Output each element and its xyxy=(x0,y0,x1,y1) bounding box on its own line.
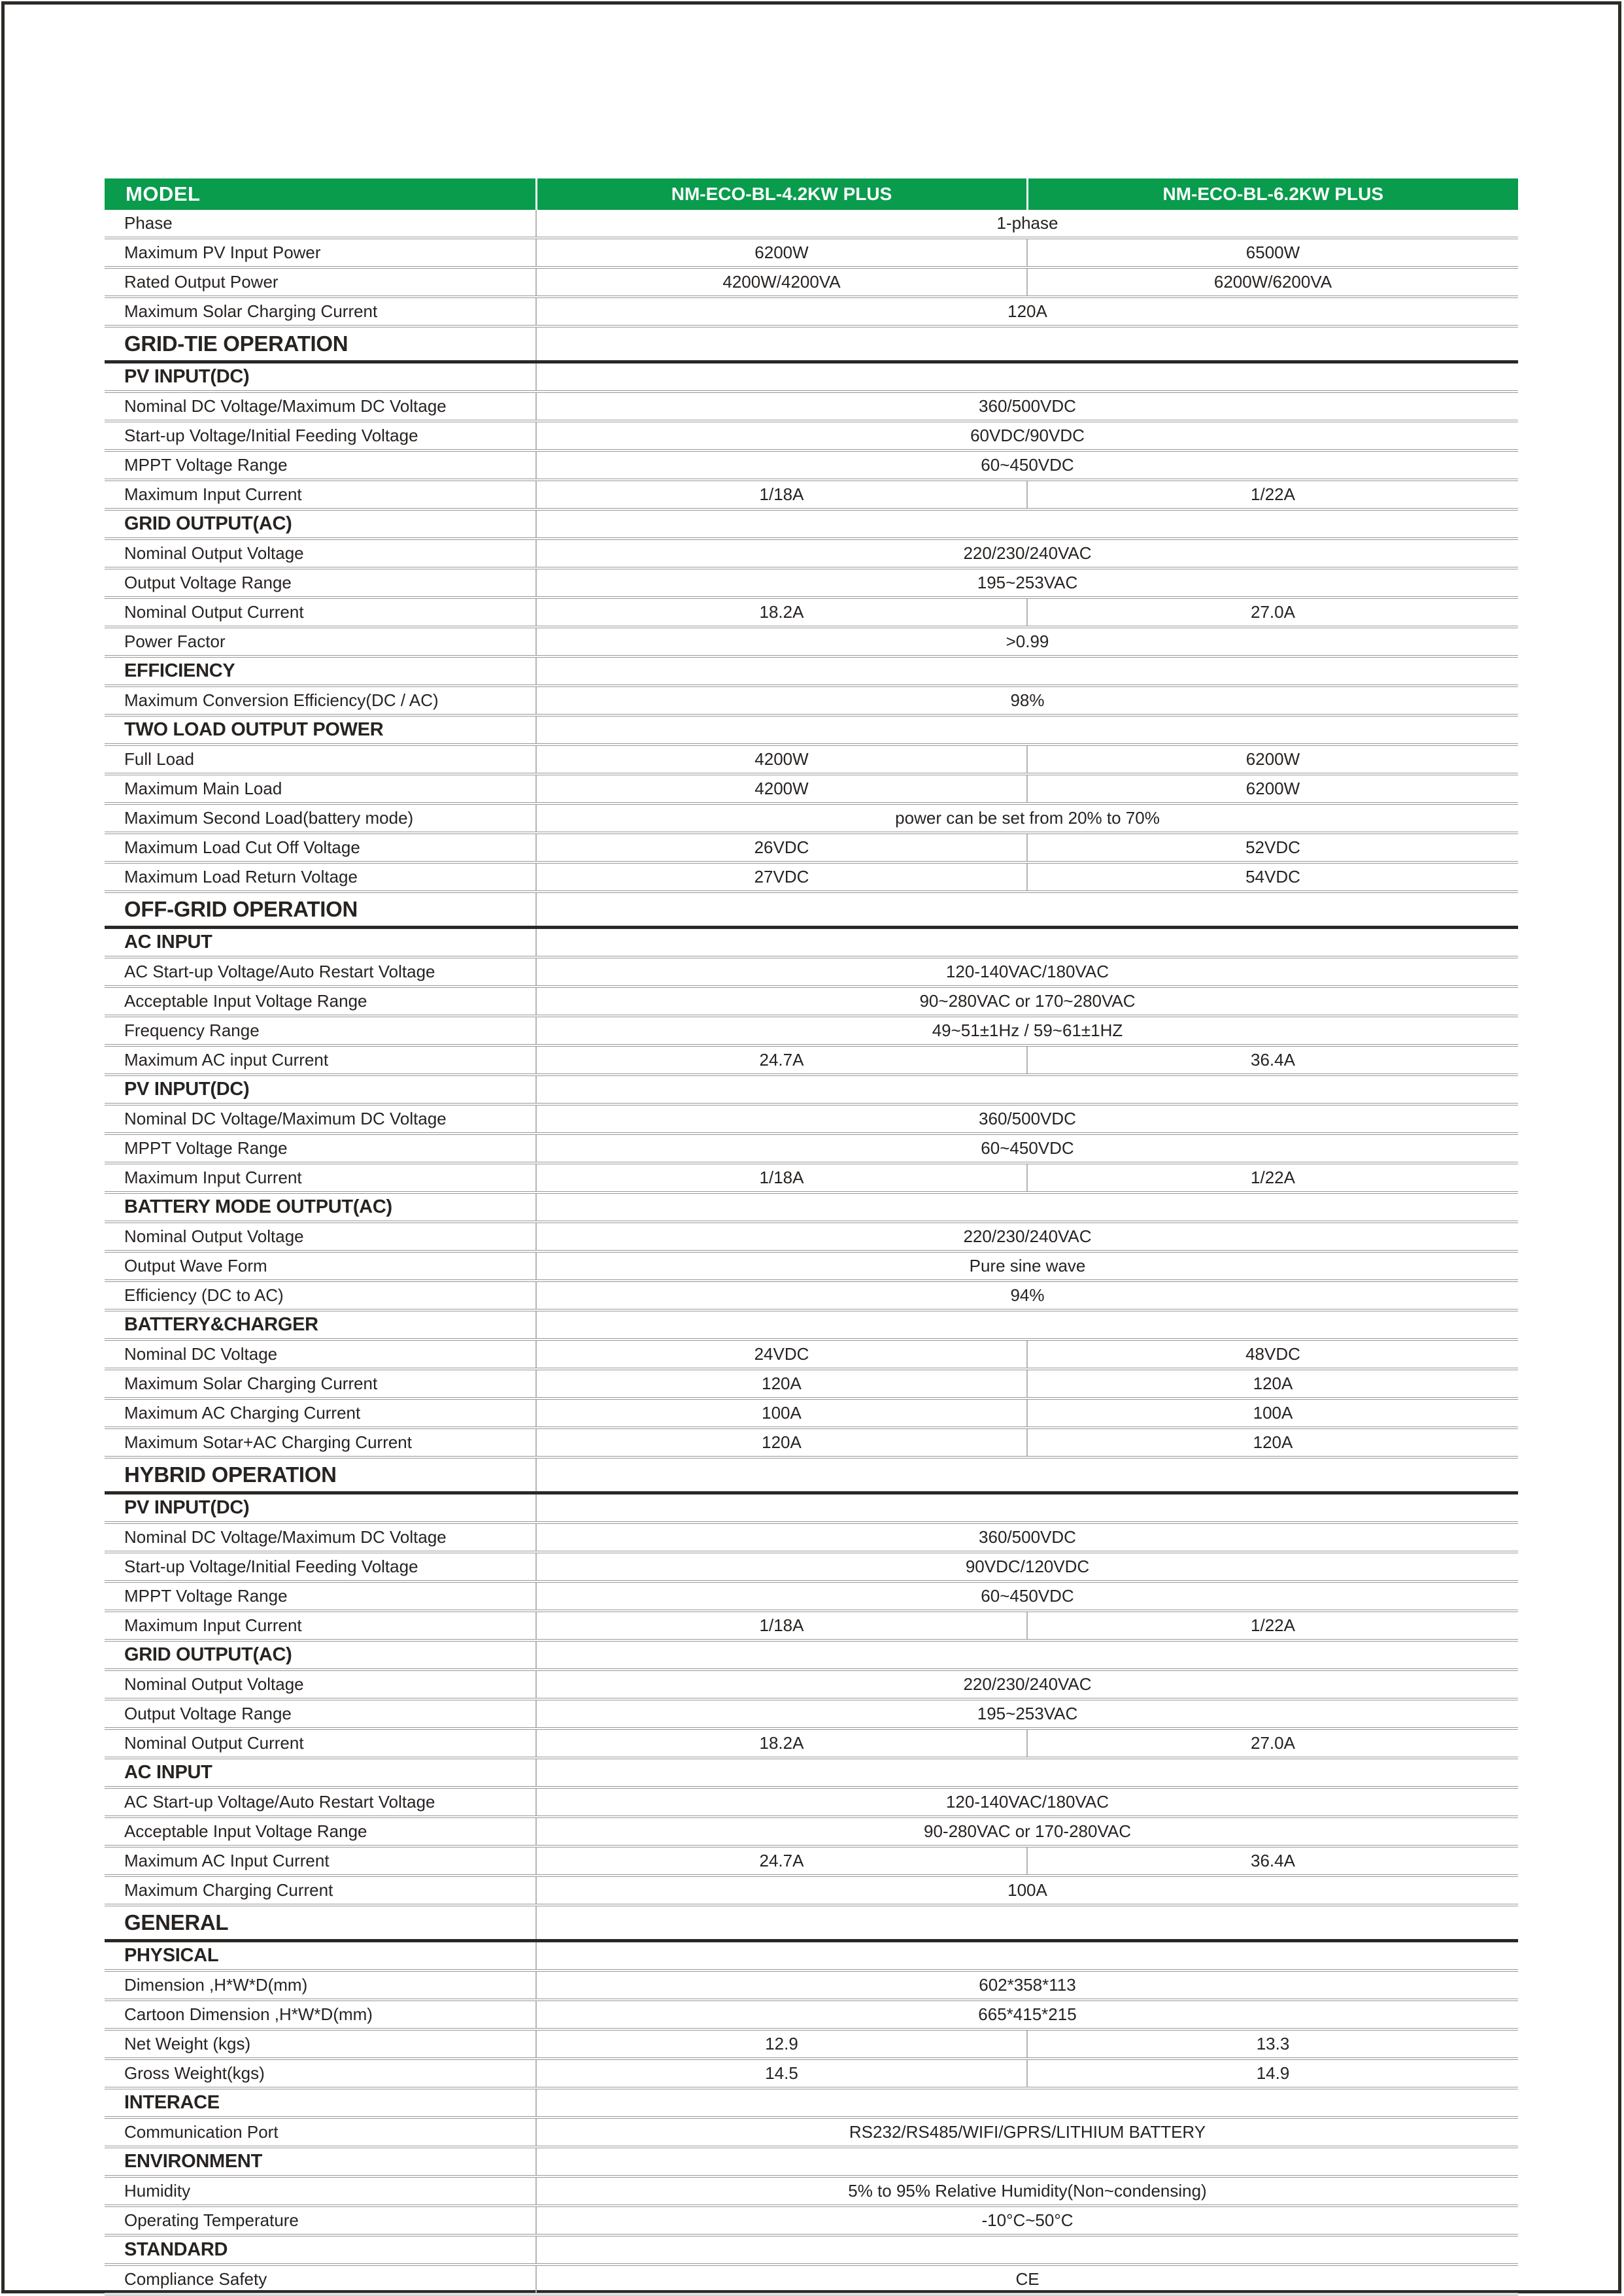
value-col2: 6500W xyxy=(1027,238,1518,267)
value-span: 90~280VAC or 170~280VAC xyxy=(536,987,1518,1016)
section-row xyxy=(105,326,1518,362)
value-col2: 1/22A xyxy=(1027,1163,1518,1192)
row-label: Nominal Output Current xyxy=(105,1729,536,1758)
row-label: Maximum Solar Charging Current xyxy=(105,297,536,326)
empty-cell xyxy=(536,1493,1518,1523)
value-col1: 1/18A xyxy=(536,1611,1027,1640)
value-col2: 48VDC xyxy=(1027,1340,1518,1369)
table-row xyxy=(105,297,1518,326)
value-col1: 120A xyxy=(536,1428,1027,1457)
value-span: 360/500VDC xyxy=(536,1104,1518,1134)
row-label: Cartoon Dimension ,H*W*D(mm) xyxy=(105,2000,536,2029)
table-row xyxy=(105,1581,1518,1611)
subsection-title: GRID OUTPUT(AC) xyxy=(105,509,536,539)
empty-cell xyxy=(536,1192,1518,1222)
row-label: Nominal DC Voltage/Maximum DC Voltage xyxy=(105,392,536,421)
table-row xyxy=(105,1817,1518,1846)
empty-cell xyxy=(536,509,1518,539)
subsection-title: INTERACE xyxy=(105,2088,536,2118)
subsection-title: PHYSICAL xyxy=(105,1941,536,1971)
value-span: 220/230/240VAC xyxy=(536,539,1518,568)
section-row xyxy=(105,892,1518,928)
value-col1: 100A xyxy=(536,1398,1027,1428)
value-col1: 24VDC xyxy=(536,1340,1027,1369)
value-span: power can be set from 20% to 70% xyxy=(536,803,1518,833)
value-col1: 1/18A xyxy=(536,1163,1027,1192)
subsection-row xyxy=(105,1640,1518,1670)
value-col2: 6200W xyxy=(1027,774,1518,803)
table-row xyxy=(105,1428,1518,1457)
subsection-row xyxy=(105,1493,1518,1523)
empty-cell xyxy=(536,1758,1518,1787)
spec-table-body xyxy=(105,210,1518,2294)
value-col2: 36.4A xyxy=(1027,1045,1518,1075)
value-span: 49~51±1Hz / 59~61±1HZ xyxy=(536,1016,1518,1045)
table-row xyxy=(105,627,1518,656)
section-title: HYBRID OPERATION xyxy=(105,1457,536,1493)
subsection-title: AC INPUT xyxy=(105,928,536,958)
value-col2: 120A xyxy=(1027,1369,1518,1398)
row-label: Start-up Voltage/Initial Feeding Voltage xyxy=(105,1552,536,1581)
value-col1: 24.7A xyxy=(536,1846,1027,1876)
table-row xyxy=(105,210,1518,238)
row-label: Nominal DC Voltage/Maximum DC Voltage xyxy=(105,1104,536,1134)
table-row xyxy=(105,1045,1518,1075)
row-label: Frequency Range xyxy=(105,1016,536,1045)
empty-cell xyxy=(536,1905,1518,1941)
value-col1: 120A xyxy=(536,1369,1027,1398)
table-row xyxy=(105,1369,1518,1398)
table-row xyxy=(105,1523,1518,1552)
table-row xyxy=(105,421,1518,450)
row-label: Maximum Input Current xyxy=(105,480,536,509)
value-span: 220/230/240VAC xyxy=(536,1670,1518,1699)
empty-cell xyxy=(536,715,1518,745)
table-row xyxy=(105,1611,1518,1640)
value-span: 195~253VAC xyxy=(536,568,1518,598)
value-span: 90-280VAC or 170-280VAC xyxy=(536,1817,1518,1846)
empty-cell xyxy=(536,2147,1518,2176)
value-span: 100A xyxy=(536,1876,1518,1905)
value-col2: 27.0A xyxy=(1027,1729,1518,1758)
row-label: Maximum Solar Charging Current xyxy=(105,1369,536,1398)
empty-cell xyxy=(536,1075,1518,1104)
subsection-row xyxy=(105,1941,1518,1971)
row-label: Maximum Load Return Voltage xyxy=(105,862,536,892)
subsection-title: BATTERY MODE OUTPUT(AC) xyxy=(105,1192,536,1222)
value-span: 60VDC/90VDC xyxy=(536,421,1518,450)
row-label: MPPT Voltage Range xyxy=(105,1581,536,1611)
section-title: GRID-TIE OPERATION xyxy=(105,326,536,362)
value-span: 94% xyxy=(536,1281,1518,1310)
row-label: AC Start-up Voltage/Auto Restart Voltage xyxy=(105,957,536,987)
value-col2: 120A xyxy=(1027,1428,1518,1457)
subsection-title: PV INPUT(DC) xyxy=(105,1075,536,1104)
subsection-row xyxy=(105,1758,1518,1787)
subsection-row xyxy=(105,509,1518,539)
row-label: Maximum Charging Current xyxy=(105,1876,536,1905)
table-row xyxy=(105,392,1518,421)
row-label: Maximum AC Input Current xyxy=(105,1846,536,1876)
table-row xyxy=(105,539,1518,568)
row-label: Maximum Second Load(battery mode) xyxy=(105,803,536,833)
table-row xyxy=(105,1729,1518,1758)
row-label: Output Voltage Range xyxy=(105,1699,536,1729)
value-col2: 27.0A xyxy=(1027,598,1518,627)
row-label: Maximum Sotar+AC Charging Current xyxy=(105,1428,536,1457)
subsection-title: AC INPUT xyxy=(105,1758,536,1787)
subsection-title: TWO LOAD OUTPUT POWER xyxy=(105,715,536,745)
subsection-row xyxy=(105,1310,1518,1340)
subsection-row xyxy=(105,2235,1518,2265)
row-label: Maximum Input Current xyxy=(105,1163,536,1192)
value-span: RS232/RS485/WIFI/GPRS/LITHIUM BATTERY xyxy=(536,2118,1518,2147)
row-label: Phase xyxy=(105,210,536,238)
value-span: 665*415*215 xyxy=(536,2000,1518,2029)
table-row xyxy=(105,1340,1518,1369)
value-col2: 6200W/6200VA xyxy=(1027,267,1518,297)
table-row xyxy=(105,598,1518,627)
empty-cell xyxy=(536,1640,1518,1670)
value-span: 60~450VDC xyxy=(536,450,1518,480)
subsection-title: STANDARD xyxy=(105,2235,536,2265)
table-row xyxy=(105,450,1518,480)
value-span: Pure sine wave xyxy=(536,1251,1518,1281)
value-col1: 4200W xyxy=(536,774,1027,803)
row-label: Nominal Output Voltage xyxy=(105,1222,536,1251)
subsection-row xyxy=(105,362,1518,392)
value-span: -10°C~50°C xyxy=(536,2206,1518,2235)
value-span: 602*358*113 xyxy=(536,1970,1518,2000)
table-row xyxy=(105,2059,1518,2088)
table-row xyxy=(105,2118,1518,2147)
row-label: Maximum Load Cut Off Voltage xyxy=(105,833,536,862)
value-span: 360/500VDC xyxy=(536,392,1518,421)
subsection-row xyxy=(105,656,1518,686)
row-label: Maximum AC Charging Current xyxy=(105,1398,536,1428)
value-col1: 12.9 xyxy=(536,2029,1027,2059)
subsection-row xyxy=(105,1192,1518,1222)
empty-cell xyxy=(536,1310,1518,1340)
value-col2: 36.4A xyxy=(1027,1846,1518,1876)
value-col1: 26VDC xyxy=(536,833,1027,862)
model-column-header: MODEL xyxy=(105,178,536,210)
table-row xyxy=(105,833,1518,862)
table-row xyxy=(105,1552,1518,1581)
row-label: Communication Port xyxy=(105,2118,536,2147)
empty-cell xyxy=(536,2088,1518,2118)
table-row xyxy=(105,267,1518,297)
value-span: 120-140VAC/180VAC xyxy=(536,957,1518,987)
value-span: 98% xyxy=(536,686,1518,715)
value-col1: 6200W xyxy=(536,238,1027,267)
row-label: Operating Temperature xyxy=(105,2206,536,2235)
table-row xyxy=(105,1134,1518,1163)
section-row xyxy=(105,1905,1518,1941)
table-row xyxy=(105,1251,1518,1281)
value-col1: 27VDC xyxy=(536,862,1027,892)
table-row xyxy=(105,2265,1518,2294)
value-col1: 18.2A xyxy=(536,1729,1027,1758)
table-row xyxy=(105,1222,1518,1251)
value-col1: 18.2A xyxy=(536,598,1027,627)
table-row xyxy=(105,2206,1518,2235)
section-title: OFF-GRID OPERATION xyxy=(105,892,536,928)
value-span: 1-phase xyxy=(536,210,1518,238)
row-label: Nominal DC Voltage xyxy=(105,1340,536,1369)
subsection-row xyxy=(105,2147,1518,2176)
model-name-col1: NM-ECO-BL-4.2KW PLUS xyxy=(536,178,1027,210)
empty-cell xyxy=(536,928,1518,958)
subsection-title: PV INPUT(DC) xyxy=(105,362,536,392)
subsection-title: EFFICIENCY xyxy=(105,656,536,686)
table-row xyxy=(105,1398,1518,1428)
empty-cell xyxy=(536,2235,1518,2265)
table-row xyxy=(105,480,1518,509)
value-col2: 13.3 xyxy=(1027,2029,1518,2059)
empty-cell xyxy=(536,656,1518,686)
table-row xyxy=(105,568,1518,598)
table-row xyxy=(105,2176,1518,2206)
subsection-row xyxy=(105,715,1518,745)
table-row xyxy=(105,1699,1518,1729)
value-span: 90VDC/120VDC xyxy=(536,1552,1518,1581)
value-span: 195~253VAC xyxy=(536,1699,1518,1729)
value-col2: 1/22A xyxy=(1027,480,1518,509)
value-col1: 14.5 xyxy=(536,2059,1027,2088)
row-label: Output Voltage Range xyxy=(105,568,536,598)
row-label: Nominal DC Voltage/Maximum DC Voltage xyxy=(105,1523,536,1552)
table-row xyxy=(105,238,1518,267)
subsection-title: GRID OUTPUT(AC) xyxy=(105,1640,536,1670)
row-label: Output Wave Form xyxy=(105,1251,536,1281)
row-label: Maximum Input Current xyxy=(105,1611,536,1640)
value-col2: 100A xyxy=(1027,1398,1518,1428)
row-label: Dimension ,H*W*D(mm) xyxy=(105,1970,536,2000)
value-col2: 52VDC xyxy=(1027,833,1518,862)
table-row xyxy=(105,957,1518,987)
value-col1: 24.7A xyxy=(536,1045,1027,1075)
row-label: MPPT Voltage Range xyxy=(105,450,536,480)
table-header-row xyxy=(105,178,1518,210)
row-label: Maximum AC input Current xyxy=(105,1045,536,1075)
subsection-title: BATTERY&CHARGER xyxy=(105,1310,536,1340)
subsection-row xyxy=(105,928,1518,958)
row-label: Net Weight (kgs) xyxy=(105,2029,536,2059)
row-label: Maximum Conversion Efficiency(DC / AC) xyxy=(105,686,536,715)
value-span: 120A xyxy=(536,297,1518,326)
row-label: Nominal Output Voltage xyxy=(105,1670,536,1699)
value-span: 60~450VDC xyxy=(536,1581,1518,1611)
row-label: Compliance Safety xyxy=(105,2265,536,2294)
value-span: 5% to 95% Relative Humidity(Non~condensing) xyxy=(536,2176,1518,2206)
empty-cell xyxy=(536,892,1518,928)
spec-table xyxy=(105,178,1518,2295)
row-label: AC Start-up Voltage/Auto Restart Voltage xyxy=(105,1787,536,1817)
value-span: 120-140VAC/180VAC xyxy=(536,1787,1518,1817)
subsection-title: ENVIRONMENT xyxy=(105,2147,536,2176)
table-row xyxy=(105,1016,1518,1045)
row-label: Start-up Voltage/Initial Feeding Voltage xyxy=(105,421,536,450)
empty-cell xyxy=(536,326,1518,362)
value-span: 220/230/240VAC xyxy=(536,1222,1518,1251)
value-span: 360/500VDC xyxy=(536,1523,1518,1552)
row-label: Maximum Main Load xyxy=(105,774,536,803)
section-title: GENERAL xyxy=(105,1905,536,1941)
empty-cell xyxy=(536,362,1518,392)
table-row xyxy=(105,1787,1518,1817)
table-row xyxy=(105,1281,1518,1310)
table-row xyxy=(105,774,1518,803)
value-col1: 4200W xyxy=(536,745,1027,774)
table-row xyxy=(105,745,1518,774)
value-col1: 4200W/4200VA xyxy=(536,267,1027,297)
table-row xyxy=(105,1876,1518,1905)
row-label: Rated Output Power xyxy=(105,267,536,297)
row-label: Full Load xyxy=(105,745,536,774)
row-label: Acceptable Input Voltage Range xyxy=(105,1817,536,1846)
row-label: Gross Weight(kgs) xyxy=(105,2059,536,2088)
row-label: Humidity xyxy=(105,2176,536,2206)
row-label: Acceptable Input Voltage Range xyxy=(105,987,536,1016)
value-col2: 54VDC xyxy=(1027,862,1518,892)
table-row xyxy=(105,987,1518,1016)
model-name-col2: NM-ECO-BL-6.2KW PLUS xyxy=(1027,178,1518,210)
table-row xyxy=(105,1846,1518,1876)
value-span: 60~450VDC xyxy=(536,1134,1518,1163)
empty-cell xyxy=(536,1941,1518,1971)
value-col1: 1/18A xyxy=(536,480,1027,509)
empty-cell xyxy=(536,1457,1518,1493)
subsection-row xyxy=(105,1075,1518,1104)
value-col2: 6200W xyxy=(1027,745,1518,774)
table-row xyxy=(105,1970,1518,2000)
row-label: Power Factor xyxy=(105,627,536,656)
table-row xyxy=(105,862,1518,892)
row-label: Nominal Output Voltage xyxy=(105,539,536,568)
table-row xyxy=(105,1163,1518,1192)
value-col2: 1/22A xyxy=(1027,1611,1518,1640)
table-row xyxy=(105,803,1518,833)
subsection-title: PV INPUT(DC) xyxy=(105,1493,536,1523)
section-row xyxy=(105,1457,1518,1493)
table-row xyxy=(105,2029,1518,2059)
table-row xyxy=(105,2000,1518,2029)
row-label: Nominal Output Current xyxy=(105,598,536,627)
value-span: >0.99 xyxy=(536,627,1518,656)
row-label: Efficiency (DC to AC) xyxy=(105,1281,536,1310)
table-row xyxy=(105,1670,1518,1699)
value-span: CE xyxy=(536,2265,1518,2294)
value-col2: 14.9 xyxy=(1027,2059,1518,2088)
row-label: MPPT Voltage Range xyxy=(105,1134,536,1163)
row-label: Maximum PV Input Power xyxy=(105,238,536,267)
table-row xyxy=(105,686,1518,715)
table-row xyxy=(105,1104,1518,1134)
subsection-row xyxy=(105,2088,1518,2118)
